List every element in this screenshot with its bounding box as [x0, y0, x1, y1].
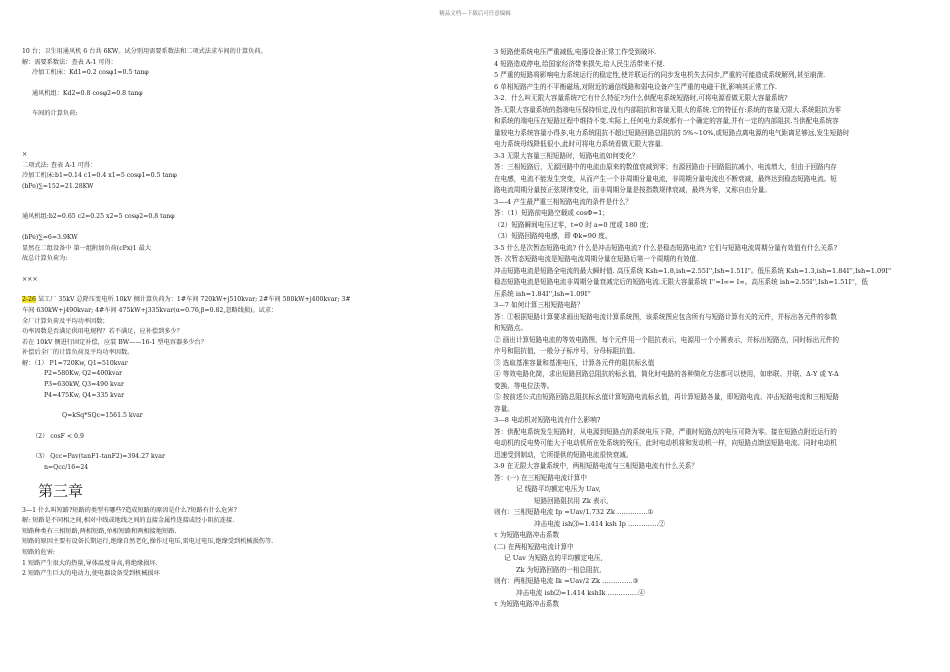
text-line: τ 为短路电路冲击系数: [494, 600, 560, 608]
text-line: 短路种类有三相短路,两相短路,单相短路和两相接地短路.: [22, 527, 177, 535]
text-line: 冷加工机床：Kd1=0.2 cosφ1=0.5 tanφ: [32, 69, 149, 77]
text-line: 3-5 什么是次暂态短路电流? 什么是冲击短路电流? 什么是稳态短路电流? 它们与短路电流周期分量有效值有什么关系?: [494, 243, 838, 252]
text-line: 3-9 在无限大容量系统中，两相短路电流与三相短路电流有什么关系？: [494, 462, 698, 470]
text-line: 通风机组:b2=0.65 c2=0.25 x2=5 cosφ2=0.8 tanφ: [22, 213, 175, 221]
text-line: 答：三相短路后，无源回路中的电流由原来的数值衰减到零；有源回路由于回路阻抗减小，电流增大，但由于回路内存: [494, 163, 837, 171]
text-line: 答：供配电系统发生短路时，从电源到短路点的系统电压下降，严重时短路点的电压可降为零。接在短路点附近运行的: [494, 427, 837, 436]
text-line: 3—-4 产生最严重三相短路电流的条件是什么？: [494, 197, 632, 206]
text-line: 冲击短路电流是短路全电流的最大瞬时值. 高压系统 Ksh=1.8,ish=2.55I'',Ish=1.51I''。低压系统 Ksh=1.3,ish=1.84I'',Ish=1.09I'': [494, 266, 892, 275]
text-line: 答:无限大容量系统的指端电压保持恒定,没有内部阻抗和容量无限大的系统.它的特征有:系统的容量无限大.系统阻抗为零: [494, 105, 842, 114]
text-line: 全厂计算负荷及平均功率因数；: [22, 317, 109, 325]
text-line: 3—1 什么叫短路?短路的类型有哪些?造成短路的原因是什么?短路有什么危害?: [22, 506, 237, 514]
text-line: (二) 在两相短路电流计算中: [494, 542, 574, 551]
text-line: 5 严重的短路将影响电力系统运行的稳定性,使并联运行的同步发电机失去同步,严重的可能造成系统解列,甚至崩溃.: [494, 71, 826, 79]
text-line: 补偿后全厂的计算负荷及平均功率因数。: [22, 349, 134, 357]
text-line: 车间的计算负荷:: [32, 110, 78, 118]
text-line: （2）短路瞬间电压过零，t=0 时 a=0 度或 180 度；: [494, 220, 653, 229]
text-line: 解：需要系数法：查表 A-1 可得：: [22, 58, 117, 66]
text-line: 答：①根据短路计算要求画出短路电流计算系统图，该系统图应包含所有与短路计算有关的元件，并标出各元件的参数: [494, 312, 837, 321]
text-line: 量较电力系统容量小得多,电力系统阻抗不超过短路回路总阻抗的 5%~10%,或短路点离电源的电气距离足够远,发生短路时: [494, 128, 850, 137]
text-line: (bPe)∑=152=21.28KW: [22, 182, 94, 190]
text-line: 2 短路产生巨大的电动力,使电器设备受到机械损坏: [22, 570, 160, 578]
text-line: 稳态短路电流是短路电流非周期分量衰减完后的短路电流.无限大容量系统 I''=I∞= I∞。高压系统 ish=2.55I'',Ish=1.51I''，低: [494, 278, 868, 286]
text-line: ④ 等效电路化简，求出短路回路总阻抗的标幺值，简化时电路的各种简化方法都可以使用，如串联、并联、Δ-Y 或 Y-Δ: [494, 370, 839, 378]
text-line: 序号和阻抗值，一般分子标序号，分母标阻抗值。: [494, 347, 640, 355]
text-line: 答：(一) 在三相短路电流计算中: [494, 473, 587, 482]
left-column: [22, 47, 472, 580]
text-line: Q=kSq*SQc=1561.5 kvar: [62, 412, 143, 420]
text-line: 短路的危害:: [22, 549, 56, 556]
text-line: 电力系统母线降低很小,此时可将电力系统看做无限大容量.: [494, 140, 664, 148]
text-line: 4 短路造成停电,给国家经济带来损失,给人民生活带来不便.: [494, 59, 665, 68]
text-line: 短路的原因主要有设备长期运行,绝缘自然老化,操作过电压,雷电过电压,绝缘受到机械损伤等.: [22, 538, 274, 546]
text-line: (bPe)∑=6=3.9KW: [22, 233, 78, 241]
text-line: 答: 次暂态短路电流是短路电流周期分量在短路后第一个周期的有效值.: [494, 255, 699, 263]
text-line: 短路回路阻抗用 Zk 表示,: [534, 496, 609, 505]
problem-2-26: [22, 295, 472, 306]
highlighted-problem-number: 2-26: [22, 296, 36, 304]
text-line: P2=580Kw, Q2=400kvar: [44, 370, 123, 378]
text-line: 则有：两相短路电流 Ik =Uav/2 Zk …………..③: [494, 577, 639, 585]
text-line: Zk 为短路回路的一相总阻抗,: [516, 565, 602, 574]
text-line: 10 台；卫生用通风机 6 台共 6KW。试分别用需要系数法和二项式法求车间的计算负荷。: [22, 48, 267, 55]
text-line: 二项式法: 查表 A-1 可得：: [22, 161, 97, 169]
text-line: （2） cosF < 0.9: [32, 432, 84, 440]
page-header: 精品文档—下载后可任意编辑: [439, 11, 511, 17]
text-line: P4=475Kw, Q4=335 kvar: [44, 391, 125, 399]
text-line: 和系统的端电压在短路过程中维持不变.实际上,任何电力系统都有一个确定的容量,并有一定的内部阻抗.当供配电系统容: [494, 117, 839, 125]
text-line: 答：（1）短路前电路空载或 cosΦ=1；: [494, 209, 609, 217]
text-line: τ 为短路电路冲击系数: [494, 531, 560, 539]
text-line: n=Qcc/16=24: [44, 464, 89, 472]
text-line: 3—7 如何计算三相短路电路？: [494, 301, 584, 309]
text-line: 解: 短路是不同相之间,相对中线或地线之间的直接金属性连接或经小阻抗连接.: [22, 517, 235, 525]
text-line: 6 单相短路产生的不平衡磁场,对附近的通信线路和弱电设备产生严重的电磁干扰,影响其正常工作.: [494, 82, 777, 91]
text-line: 冷加工机床:b1=0.14 c1=0.4 x1=5 cosφ1=0.5 tanφ: [22, 172, 177, 180]
text-line: 压系统 ish=1.84I'',Ish=1.09I'': [494, 289, 591, 298]
text-line: 迅速受到制动，它所提供的短路电流很快衰减。: [494, 450, 633, 459]
text-line: 通风机组：Kd2=0.8 cosφ2=0.8 tanφ: [32, 89, 143, 97]
text-line: 解：（1） P1=720Kw, Q1=510kvar: [22, 359, 128, 367]
text-line: ×: [22, 150, 28, 158]
text-line: ③ 选取基准容量和基准电压，计算各元件的阻抗标幺值: [494, 358, 655, 367]
text-line: 则有：三相短路电流 Ip =Uav/1.732 Zk …………..①: [494, 508, 654, 516]
text-line: P3=630kW, Q3=490 kvar: [44, 381, 124, 389]
text-line: 3—8 电动机对短路电流有什么影响?: [494, 416, 601, 424]
text-line: 故总计算负荷为:: [22, 255, 68, 263]
text-line: 电动机的反电势可能大于电动机所在处系统的残压，此时电动机将和发动机一样，向短路点馈送短路电流。同时电动机: [494, 439, 837, 447]
text-line: 若在 10kV 侧进行固定补偿，应装 BW——16-1 型电容器多少台？: [22, 338, 207, 346]
text-line: 某工厂 35kV 总降压变电所 10kV 侧计算负荷为：1#车间 720kW+j510kvar; 2#车间 580kW+j400kvar; 3#: [35, 296, 351, 304]
text-line: 显然在二组设备中 第一组附加负荷(cPx)1 最大: [22, 244, 152, 252]
text-line: 容量。: [494, 404, 514, 413]
text-line: 路电流周期分量按正弦规律变化，而非周期分量是按指数规律衰减，最终为零，又称自由分量。: [494, 186, 771, 194]
text-line: ⑤ 按前述公式由短路回路总阻抗标幺值计算短路电流标幺值，再计算短路各量，即短路电流、冲击短路电流和三相短路: [494, 393, 839, 401]
text-line: 3-2．什么叫无限大容量系统?它有什么特征?为什么供配电系统短路时,可将电源看做无限大容量系统?: [494, 94, 788, 102]
text-line: 3-3 无限大容量三相短路时，短路电流如何变化？: [494, 151, 639, 160]
text-line: （3）短路回路纯电感，即 Φk=90 度。: [494, 232, 612, 240]
text-line: ×××: [22, 275, 38, 283]
text-line: 记 Uav 为短路点的平均额定电压,: [504, 554, 603, 562]
text-line: 车间 630kW+j490kvar; 4#车间 475kW+j335kvar(α=0.76,β=0.82,忽略线损)。试求：: [22, 306, 278, 314]
text-line: 和短路点。: [494, 324, 527, 332]
text-line: 记 线路平均额定电压为 Uav,: [516, 485, 601, 493]
text-line: ② 画出计算短路电流的等效电路图，每个元件用一个阻抗表示，电源用一个小圆表示，并标出短路点，同时标出元件的: [494, 335, 839, 344]
right-column: [494, 47, 934, 611]
text-line: 3 短路使系统电压严重减低,电器设备正常工作受到破坏.: [494, 48, 657, 56]
text-line: 冲击电流 ish⑶=1.414 ksh Ip …………..②: [534, 519, 666, 528]
text-line: 在电感，电流不能发生突变，从而产生一个非周期分量电流，非周期分量电流也不断衰减，最终达到稳态短路电流。短: [494, 174, 837, 183]
text-line: 1 短路产生很大的热量,导体温度身高,将绝缘损坏.: [22, 559, 158, 567]
text-line: 冲击电流 ish⑵=1.414 kshIk …………..④: [516, 588, 645, 597]
text-line: （3） Qcc=Pav(tanF1-tanF2)=394.27 kvar: [32, 453, 165, 461]
text-line: 变换、等电位法等。: [494, 381, 554, 390]
text-line: 功率因数是否满足供用电规程？若不满足，应补偿到多少？: [22, 328, 183, 336]
chapter-heading: 第三章: [38, 481, 84, 500]
